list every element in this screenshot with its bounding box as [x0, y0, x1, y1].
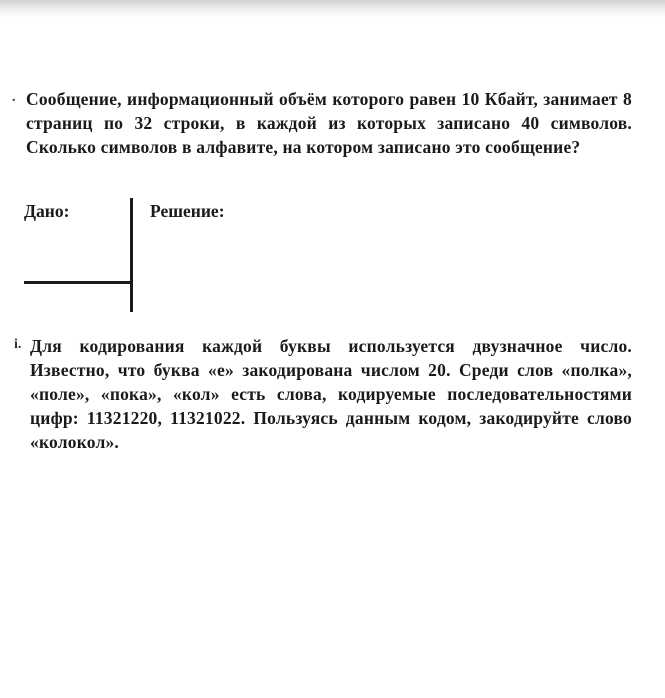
- given-label: Дано:: [24, 201, 70, 221]
- problem-1-number: .: [12, 90, 16, 105]
- table-vertical-divider: [130, 198, 133, 312]
- table-horizontal-divider: [24, 281, 132, 284]
- top-shadow: [0, 0, 665, 18]
- solution-label: Решение:: [150, 201, 225, 221]
- problem-2-text: Для кодирования каждой буквы используется двузначное число. Известно, что буква «е» закодирована числом 20. Среди слов «полка», «поле», «пока», «кол» есть слова, кодируемые последовательностями цифр: 11321220, 11321022. Пользуясь данным кодом, закодируйте слово «колокол».: [30, 336, 632, 452]
- problem-2-number: i.: [14, 337, 22, 352]
- problem-1-text: Сообщение, информационный объём которого равен 10 Кбайт, занимает 8 страниц по 32 строки, в каждой из которых записано 40 символов. Сколько символов в алфавите, на котором записано это сообщение?: [26, 89, 632, 157]
